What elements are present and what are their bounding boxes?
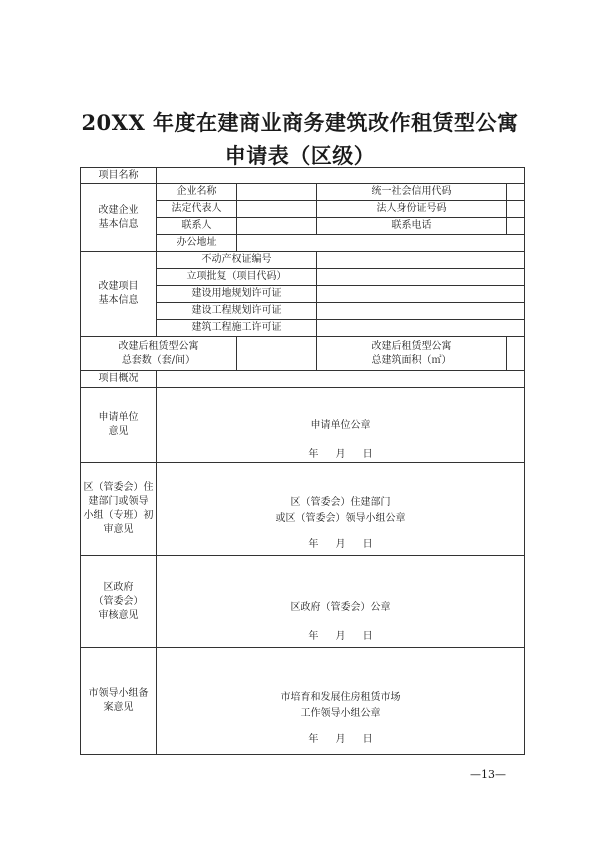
property-cert-label: 不动产权证编号 bbox=[157, 252, 317, 269]
district-dept-date: 年 月 日 bbox=[308, 539, 373, 550]
approval-code-label: 立项批复（项目代码） bbox=[157, 269, 317, 286]
applicant-seal-text: 申请单位公章 bbox=[310, 420, 371, 431]
city-group-opinion-field[interactable] bbox=[157, 648, 525, 755]
enterprise-name-label: 企业名称 bbox=[157, 184, 237, 201]
address-field[interactable] bbox=[237, 235, 525, 252]
page-title: 20XX 年度在建商业商务建筑改作租赁型公寓 bbox=[81, 110, 519, 135]
project-name-label: 项目名称 bbox=[81, 168, 157, 184]
contact-label: 联系人 bbox=[157, 218, 237, 235]
planning-permit-label: 建设工程规划许可证 bbox=[157, 303, 317, 320]
district-dept-seal-text: 区（管委会）住建部门 或区（管委会）领导小组公章 bbox=[275, 497, 406, 524]
approval-code-field[interactable] bbox=[317, 269, 525, 286]
legal-id-field[interactable] bbox=[507, 201, 525, 218]
enterprise-name-field[interactable] bbox=[237, 184, 317, 201]
total-units-label: 改建后租赁型公寓 总套数（套/间） bbox=[81, 337, 237, 371]
construction-permit-label: 建筑工程施工许可证 bbox=[157, 320, 317, 337]
total-area-field[interactable] bbox=[507, 337, 525, 371]
legal-id-label: 法人身份证号码 bbox=[317, 201, 507, 218]
page-number: —13— bbox=[470, 768, 506, 781]
district-dept-opinion-field[interactable] bbox=[157, 463, 525, 556]
city-group-opinion-label: 市领导小组备 案意见 bbox=[81, 648, 157, 755]
applicant-date: 年 月 日 bbox=[308, 449, 373, 460]
overview-field[interactable] bbox=[157, 371, 525, 388]
total-units-field[interactable] bbox=[237, 337, 317, 371]
credit-code-field[interactable] bbox=[507, 184, 525, 201]
district-gov-seal-text: 区政府（管委会）公章 bbox=[290, 602, 391, 613]
phone-field[interactable] bbox=[507, 218, 525, 235]
land-permit-label: 建设用地规划许可证 bbox=[157, 286, 317, 303]
construction-permit-field[interactable] bbox=[317, 320, 525, 337]
legal-rep-label: 法定代表人 bbox=[157, 201, 237, 218]
district-gov-date: 年 月 日 bbox=[308, 631, 373, 642]
overview-label: 项目概况 bbox=[81, 371, 157, 388]
district-dept-opinion-label: 区（管委会）住 建部门或领导 小组（专班）初 审意见 bbox=[81, 463, 157, 556]
district-gov-opinion-label: 区政府 （管委会） 审核意见 bbox=[81, 556, 157, 648]
phone-label: 联系电话 bbox=[317, 218, 507, 235]
planning-permit-field[interactable] bbox=[317, 303, 525, 320]
applicant-opinion-label: 申请单位 意见 bbox=[81, 388, 157, 463]
application-form-table bbox=[80, 167, 525, 755]
property-cert-field[interactable] bbox=[317, 252, 525, 269]
district-gov-opinion-field[interactable] bbox=[157, 556, 525, 648]
project-group-label: 改建项目 基本信息 bbox=[81, 252, 157, 337]
credit-code-label: 统一社会信用代码 bbox=[317, 184, 507, 201]
city-group-date: 年 月 日 bbox=[308, 734, 373, 745]
applicant-opinion-field[interactable] bbox=[157, 388, 525, 463]
project-name-field[interactable] bbox=[157, 168, 525, 184]
total-area-label: 改建后租赁型公寓 总建筑面积（㎡） bbox=[317, 337, 507, 371]
land-permit-field[interactable] bbox=[317, 286, 525, 303]
page-subtitle: 申请表（区级） bbox=[224, 143, 376, 168]
address-label: 办公地址 bbox=[157, 235, 237, 252]
legal-rep-field[interactable] bbox=[237, 201, 317, 218]
enterprise-group-label: 改建企业 基本信息 bbox=[81, 184, 157, 252]
contact-field[interactable] bbox=[237, 218, 317, 235]
city-group-seal-text: 市培育和发展住房租赁市场 工作领导小组公章 bbox=[280, 692, 401, 719]
